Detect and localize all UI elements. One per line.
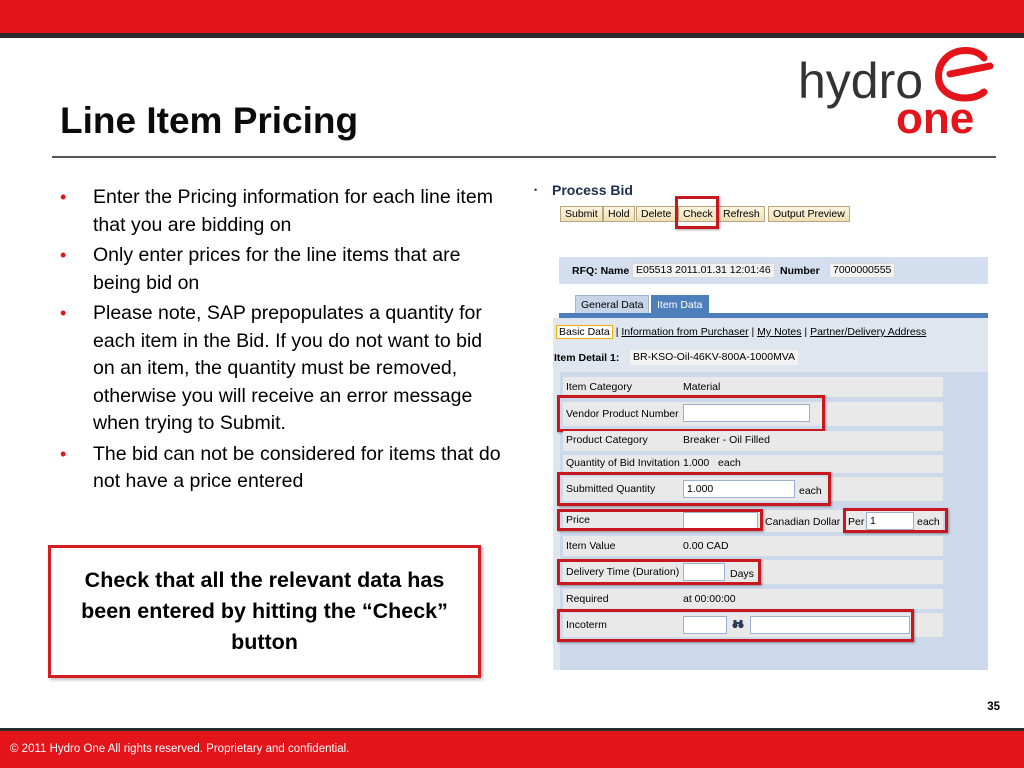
bullet-item xyxy=(58,300,503,438)
callout-text: Check that all the relevant data has been entered by hitting the “Check” button xyxy=(81,568,448,654)
check-button-highlight xyxy=(675,196,719,229)
link-information-from-purchaser[interactable]: Information from Purchaser xyxy=(621,326,749,338)
link-separator: | xyxy=(804,326,808,338)
tab-item-data[interactable]: Item Data xyxy=(651,295,709,314)
rfq-number-label: Number xyxy=(780,265,820,277)
rfq-name-label: RFQ: Name xyxy=(572,265,630,277)
submit-button[interactable]: Submit xyxy=(560,206,603,222)
page-number: 35 xyxy=(987,701,1000,713)
top-banner-dark xyxy=(0,33,1024,38)
rfq-number-value: 7000000555 xyxy=(829,263,895,278)
price-per-label: Per xyxy=(848,516,865,528)
item-detail-value: BR-KSO-Oil-46KV-800A-1000MVA xyxy=(630,350,798,365)
incoterm-label: Incoterm xyxy=(566,619,607,631)
price-label: Price xyxy=(566,514,590,526)
product-category-label: Product Category xyxy=(566,434,648,446)
bullet-dot-icon: • xyxy=(60,245,67,265)
submitted-quantity-label: Submitted Quantity xyxy=(566,483,656,495)
bullet-text: Enter the Pricing information for each line item that you are bidding on xyxy=(93,186,493,236)
link-partner-delivery-address[interactable]: Partner/Delivery Address xyxy=(810,326,927,338)
process-bid-title: Process Bid xyxy=(552,182,633,198)
output-preview-button[interactable]: Output Preview xyxy=(768,206,850,222)
rfq-name-value: E05513 2011.01.31 12:01:46 xyxy=(632,263,775,278)
quantity-of-bid-invitation-value: 1.000 each xyxy=(683,457,741,469)
hydro-one-logo xyxy=(796,46,996,146)
link-separator: | xyxy=(615,326,619,338)
item-detail-label: Item Detail 1: xyxy=(554,352,620,364)
logo-word-one: one xyxy=(896,94,975,143)
link-my-notes[interactable]: My Notes xyxy=(757,326,802,338)
tab-general-data[interactable]: General Data xyxy=(575,295,649,314)
required-value: at 00:00:00 xyxy=(683,593,736,605)
submitted-quantity-unit: each xyxy=(799,485,822,497)
vendor-product-number-label: Vendor Product Number xyxy=(566,408,679,420)
delivery-time-unit: Days xyxy=(730,568,754,580)
slide-title: Line Item Pricing xyxy=(60,100,359,141)
bullet-text: The bid can not be considered for items that do not have a price entered xyxy=(93,442,501,492)
callout-box xyxy=(48,545,481,678)
delivery-time-highlight xyxy=(557,559,761,585)
link-basic-data[interactable]: Basic Data xyxy=(556,325,613,339)
item-category-value: Material xyxy=(683,381,721,393)
refresh-button[interactable]: Refresh xyxy=(718,206,765,222)
bullet-text: Only enter prices for the line items that are being bid on xyxy=(93,244,461,294)
bullet-text: Please note, SAP prepopulates a quantity for each item in the Bid. If you do not want to bid on an item, the quantity must be removed, otherwise you will receive an error message when trying to Submit. xyxy=(93,302,483,434)
footer-copyright: © 2011 Hydro One All rights reserved. Proprietary and confidential. xyxy=(10,743,350,755)
delivery-time-label: Delivery Time (Duration) xyxy=(566,566,680,578)
check-button[interactable]: Check xyxy=(678,206,718,222)
price-currency: Canadian Dollar xyxy=(765,516,841,528)
product-category-value: Breaker - Oil Filled xyxy=(683,434,770,446)
delete-button[interactable]: Delete xyxy=(636,206,676,222)
price-per-unit: each xyxy=(917,516,940,528)
subtab-links xyxy=(556,326,926,338)
incoterm-highlight xyxy=(557,609,914,642)
top-banner-red xyxy=(0,0,1024,33)
required-label: Required xyxy=(566,593,609,605)
item-value-value: 0.00 CAD xyxy=(683,540,729,552)
row-item-value xyxy=(563,536,943,556)
submitted-quantity-highlight xyxy=(557,472,831,506)
bullet-dot-icon: • xyxy=(60,187,67,207)
item-category-label: Item Category xyxy=(566,381,632,393)
footer-red-band xyxy=(0,731,1024,768)
price-per-highlight xyxy=(843,508,948,533)
bullet-list xyxy=(58,184,503,499)
title-divider xyxy=(52,156,996,158)
bullet-item xyxy=(58,184,503,239)
hold-button[interactable]: Hold xyxy=(603,206,635,222)
item-value-label: Item Value xyxy=(566,540,616,552)
quantity-of-bid-invitation-label: Quantity of Bid Invitation xyxy=(566,457,680,469)
bullet-dot-icon: • xyxy=(60,443,67,464)
price-label-highlight xyxy=(557,509,763,531)
sap-process-bid-screenshot xyxy=(530,176,990,672)
row-required xyxy=(563,589,943,609)
title-bullet-icon: • xyxy=(534,185,538,195)
link-separator: | xyxy=(751,326,755,338)
vendor-product-number-highlight xyxy=(557,395,825,432)
bullet-item xyxy=(58,441,503,496)
bullet-dot-icon: • xyxy=(60,303,67,323)
logo-word-hydro: hydro xyxy=(798,53,924,109)
footer-area xyxy=(0,701,1024,768)
bullet-item xyxy=(58,242,503,297)
